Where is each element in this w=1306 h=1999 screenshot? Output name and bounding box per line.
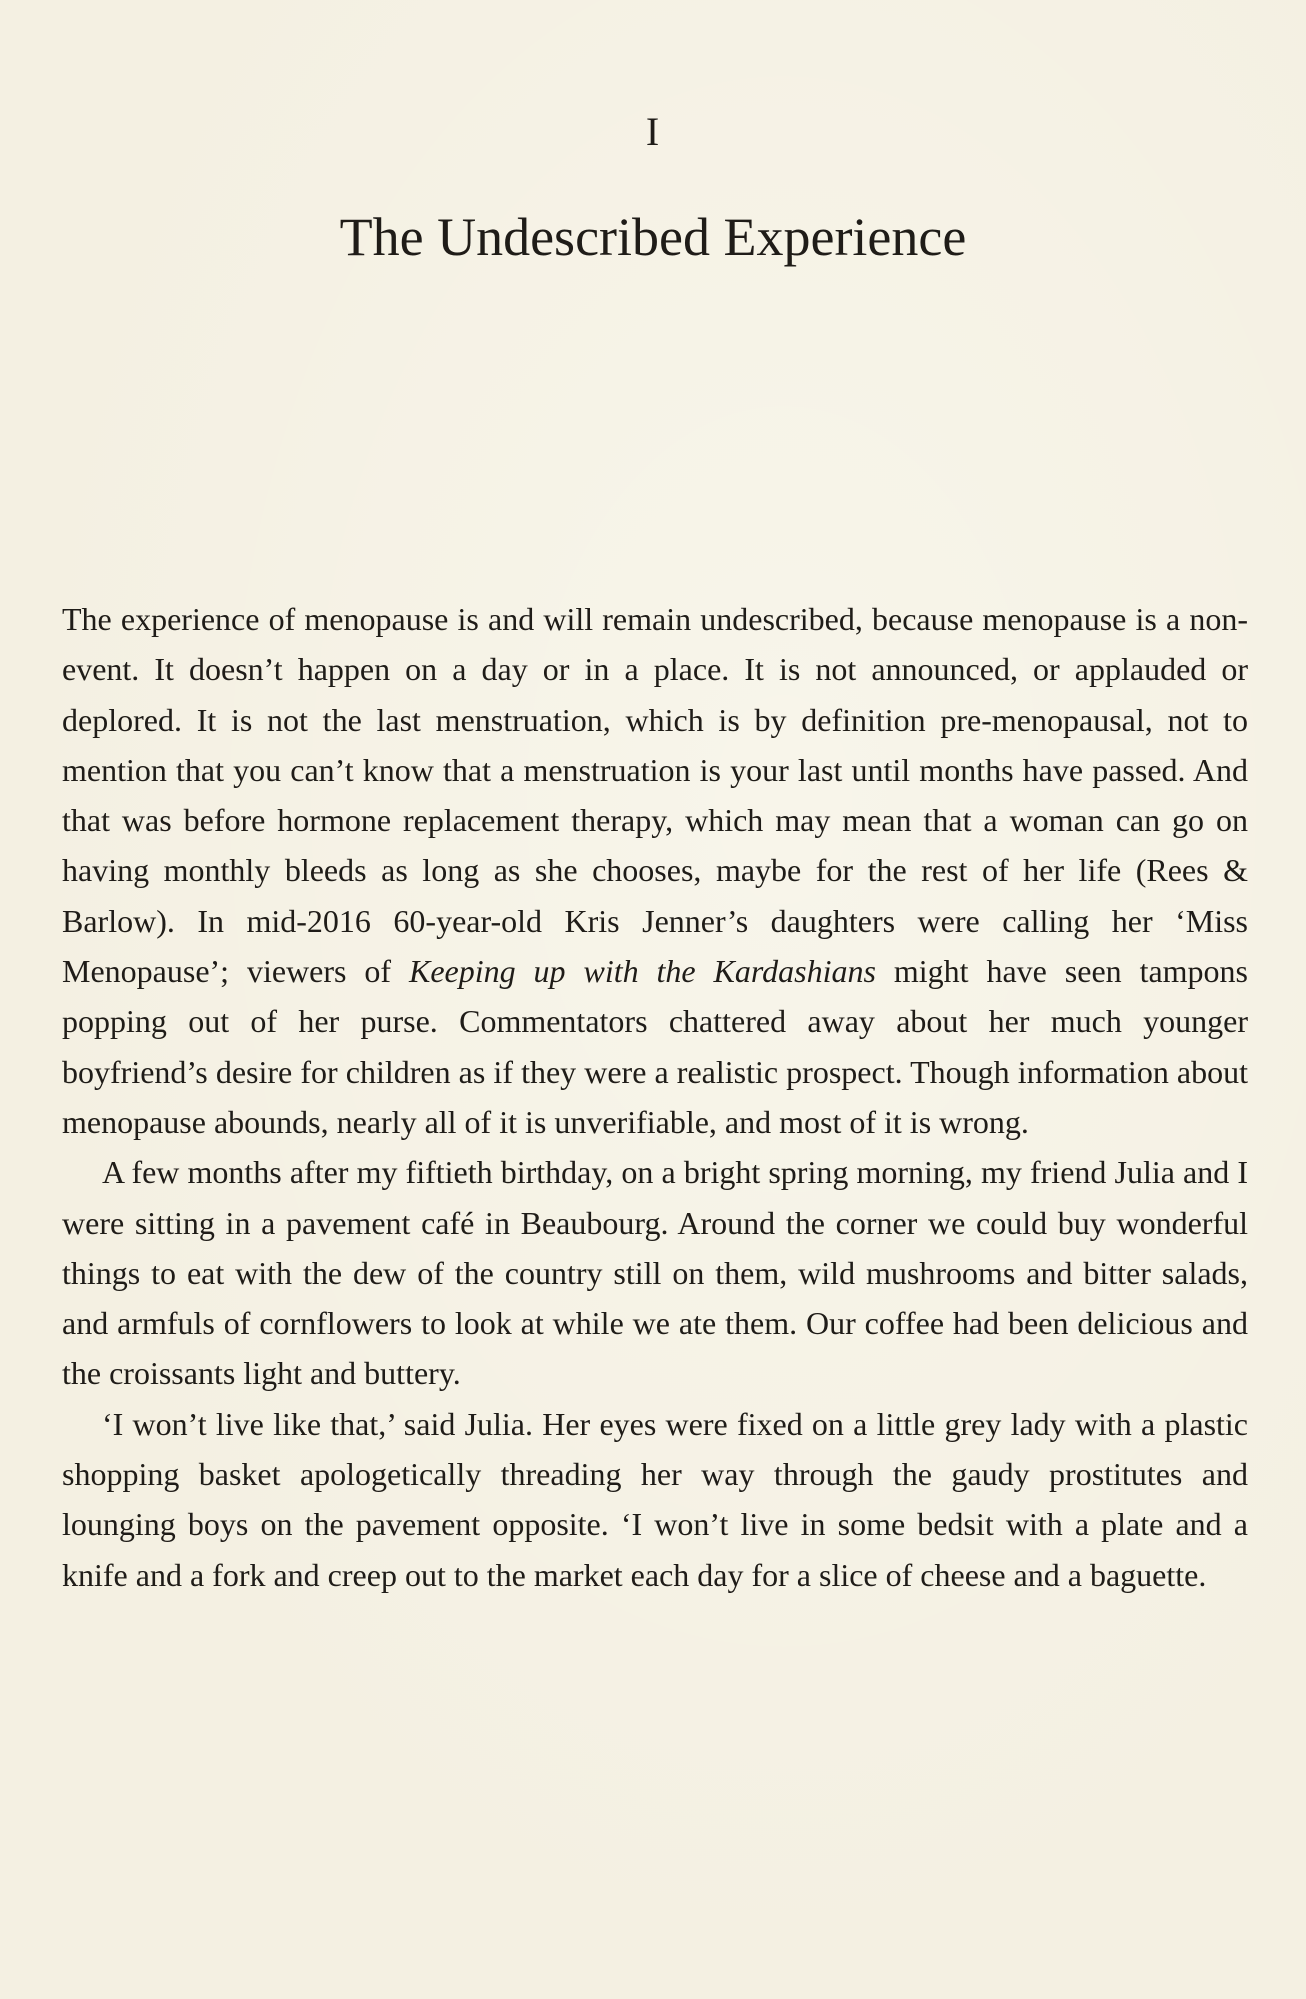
- chapter-number: I: [645, 109, 661, 154]
- paragraph-1-text-b: might have seen tampons popping out of her purse. Commentators chattered away about her much younger boyfriend’s desire for children as if they were a realistic prospect. Though information about menopause abounds, nearly all of it is unverifiable, and most of it is wrong.: [62, 953, 1249, 1140]
- chapter-body: [62, 594, 1248, 1600]
- paragraph-3: ‘I won’t live like that,’ said Julia. Her eyes were fixed on a little grey lady with a plastic shopping basket apologetically threading her way through the gaudy prostitutes and lounging boys on the pavement opposite. ‘I won’t live in some bedsit with a plate and a knife and a fork and creep out to the market each day for a slice of cheese and a baguette.: [62, 1405, 1248, 1593]
- paragraph-1-text-a: The experience of menopause is and will remain undescribed, because menopause is a non-event. It doesn’t happen on a day or in a place. It is not announced, or applauded or deplored. It is not the last menstruation, which is by definition pre-menopausal, not to mention that you can’t know that a menstruation is your last until months have passed. And that was before hormone replacement therapy, which may mean that a woman can go on having monthly bleeds as long as she chooses, maybe for the rest of her life (Rees & Barlow). In mid-2016 60-year-old Kris Jenner’s daughters were calling her ‘Miss Menopause’; viewers of: [62, 601, 1248, 990]
- paragraph-1: [62, 594, 1248, 1147]
- tv-show-title: Keeping up with the Kardashians: [409, 953, 876, 990]
- paragraph-2: A few months after my fiftieth birthday, on a bright spring morning, my friend Julia and I were sitting in a pavement café in Beaubourg. Around the corner we could buy wonderful things to eat with the dew of the country still on them, wild mushrooms and bitter salads, and armfuls of cornflowers to look at while we ate them. Our coffee had been delicious and the croissants light and buttery.: [62, 1154, 1248, 1392]
- chapter-title: The Undescribed Experience: [339, 207, 967, 267]
